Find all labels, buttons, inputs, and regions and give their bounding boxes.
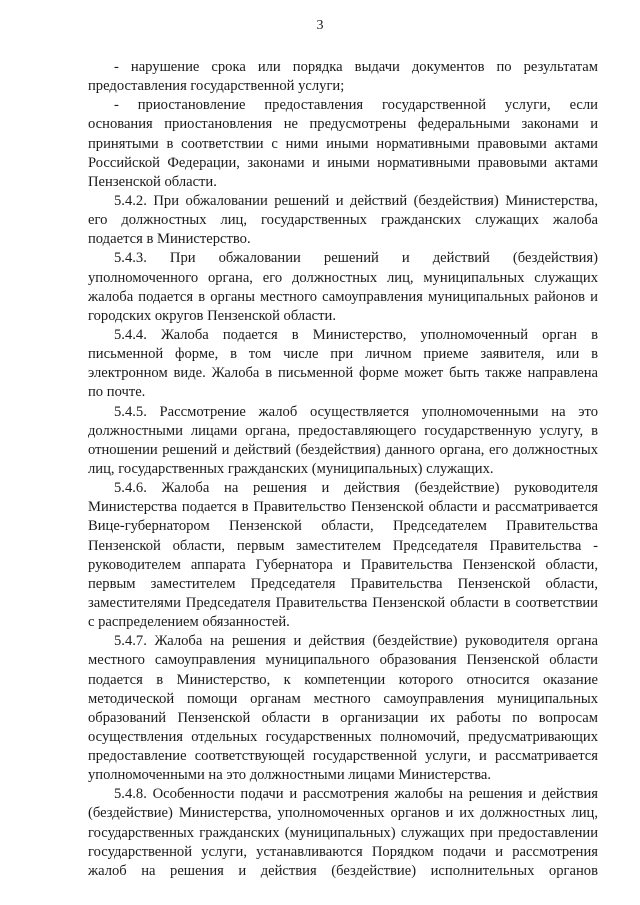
- text-line: основания приостановления не предусмотрены федеральными законами и: [88, 116, 598, 133]
- text-line: образований Пензенской области в организации их работы по вопросам: [88, 709, 598, 726]
- text-line: 5.4.3. При обжаловании решений и действий (бездействия): [114, 250, 598, 267]
- text-line: принятыми в соответствии с ними иными нормативными правовыми актами: [88, 135, 598, 152]
- text-line: Пензенской области.: [88, 173, 217, 190]
- text-line: первым заместителем Председателя Правительства Пензенской области,: [88, 575, 598, 592]
- text-line: Пензенской области, первым заместителем Председателя Правительства -: [88, 537, 598, 554]
- text-line: Российской Федерации, законами и иными нормативными правовыми актами: [88, 154, 598, 171]
- text-line: отношении решений и действий (бездействия) данного органа, его должностных: [88, 441, 598, 458]
- text-line: заместителями Председателя Правительства Пензенской области в соответствии: [88, 594, 598, 611]
- text-line: Вице-губернатором Пензенской области, Председателем Правительства: [88, 518, 598, 535]
- text-line: предоставление соответствующей государственной услуги, и рассматривается: [88, 748, 598, 765]
- text-line: жалоб на решения и действия (бездействие) исполнительных органов: [88, 862, 598, 879]
- text-line: подается в Министерство, к компетенции которого относится оказание: [88, 671, 598, 688]
- text-line: осуществления отдельных государственных полномочий, предусматривающих: [88, 728, 598, 745]
- text-line: местного самоуправления муниципального образования Пензенской области: [88, 652, 598, 669]
- text-line: подается в Министерство.: [88, 231, 251, 248]
- text-line: должностными лицами органа, предоставляющего государственную услугу, в: [88, 422, 598, 439]
- text-line: - приостановление предоставления государственной услуги, если: [114, 97, 598, 114]
- text-line: 5.4.6. Жалоба на решения и действия (бездействие) руководителя: [114, 480, 598, 497]
- text-line: 5.4.8. Особенности подачи и рассмотрения жалобы на решения и действия: [114, 786, 598, 803]
- text-line: руководителем аппарата Губернатора и Правительства Пензенской области,: [88, 556, 598, 573]
- page-number: 3: [316, 18, 324, 33]
- text-line: по почте.: [88, 384, 146, 401]
- text-line: жалоба подается в органы местного самоуправления муниципальных районов и: [88, 288, 598, 305]
- document-body: [88, 58, 598, 881]
- text-line: электронном виде. Жалоба в письменной форме может быть также направлена: [88, 365, 598, 382]
- text-line: государственных гражданских (муниципальных) служащих при предоставлении: [88, 824, 598, 841]
- text-line: (бездействие) Министерства, уполномоченных органов и их должностных лиц,: [88, 805, 598, 822]
- text-line: 5.4.7. Жалоба на решения и действия (бездействие) руководителя органа: [114, 633, 598, 650]
- text-line: с распределением обязанностей.: [88, 614, 290, 631]
- text-line: 5.4.4. Жалоба подается в Министерство, уполномоченный орган в: [114, 326, 598, 343]
- text-line: Министерства подается в Правительство Пензенской области и рассматривается: [88, 499, 598, 516]
- text-line: уполномоченными на это должностными лицами Министерства.: [88, 767, 492, 784]
- text-line: государственной услуги, устанавливаются Порядком подачи и рассмотрения: [88, 843, 598, 860]
- text-line: его должностных лиц, государственных гражданских служащих жалоба: [88, 212, 598, 229]
- text-line: уполномоченного органа, его должностных лиц, муниципальных служащих: [88, 269, 598, 286]
- text-line: городских округов Пензенской области.: [88, 307, 336, 324]
- text-line: письменной форме, в том числе при личном приеме заявителя, или в: [88, 346, 598, 363]
- text-line: 5.4.5. Рассмотрение жалоб осуществляется уполномоченными на это: [114, 403, 598, 420]
- text-line: лиц, государственных гражданских (муниципальных) служащих.: [88, 460, 494, 477]
- text-line: предоставления государственной услуги;: [88, 78, 345, 95]
- text-line: - нарушение срока или порядка выдачи документов по результатам: [114, 59, 598, 75]
- text-line: методической помощи органам местного самоуправления муниципальных: [88, 690, 598, 707]
- text-line: 5.4.2. При обжаловании решений и действий (бездействия) Министерства,: [114, 192, 598, 209]
